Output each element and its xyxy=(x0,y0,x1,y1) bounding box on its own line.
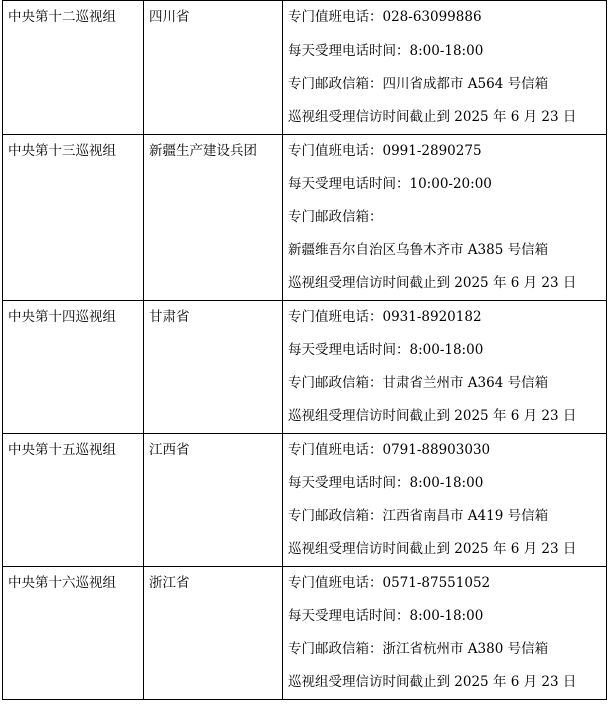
phone-hours: 每天受理电话时间：8:00-18:00 xyxy=(288,43,484,59)
duty-phone: 专门值班电话：028-63099886 xyxy=(288,9,482,25)
group-name: 中央第十二巡视组 xyxy=(8,9,116,25)
postal-mailbox: 专门邮政信箱：四川省成都市 A564 号信箱 xyxy=(288,76,549,92)
table-row xyxy=(3,1,607,135)
deadline-note: 巡视组受理信访时间截止到 2025 年 6 月 23 日 xyxy=(288,408,577,424)
group-name: 中央第十五巡视组 xyxy=(8,442,116,458)
table-row xyxy=(3,434,607,567)
table-row xyxy=(3,567,607,700)
group-name: 中央第十四巡视组 xyxy=(8,309,116,325)
group-name-cell xyxy=(3,434,144,567)
deadline-note: 巡视组受理信访时间截止到 2025 年 6 月 23 日 xyxy=(288,674,577,690)
region-cell xyxy=(144,1,283,135)
postal-mailbox: 专门邮政信箱：浙江省杭州市 A380 号信箱 xyxy=(288,641,549,657)
phone-hours: 每天受理电话时间：8:00-18:00 xyxy=(288,342,484,358)
group-name-cell xyxy=(3,567,144,700)
duty-phone: 专门值班电话：0931-8920182 xyxy=(288,309,482,325)
duty-phone: 专门值班电话：0991-2890275 xyxy=(288,143,482,159)
contact-info-cell xyxy=(283,301,607,434)
postal-mailbox: 专门邮政信箱：江西省南昌市 A419 号信箱 xyxy=(288,508,549,524)
region-cell xyxy=(144,301,283,434)
region-name: 浙江省 xyxy=(149,575,190,591)
phone-hours: 每天受理电话时间：8:00-18:00 xyxy=(288,475,484,491)
table-row xyxy=(3,135,607,301)
duty-phone: 专门值班电话：0791-88903030 xyxy=(288,442,491,458)
group-name-cell xyxy=(3,301,144,434)
region-name: 江西省 xyxy=(149,442,190,458)
region-cell xyxy=(144,135,283,301)
contact-info-cell xyxy=(283,567,607,700)
table-row xyxy=(3,301,607,434)
group-name: 中央第十三巡视组 xyxy=(8,143,116,159)
postal-mailbox: 新疆维吾尔自治区乌鲁木齐市 A385 号信箱 xyxy=(288,242,549,258)
phone-hours: 每天受理电话时间：8:00-18:00 xyxy=(288,608,484,624)
phone-hours: 每天受理电话时间：10:00-20:00 xyxy=(288,176,492,192)
inspection-groups-table xyxy=(2,0,607,700)
deadline-note: 巡视组受理信访时间截止到 2025 年 6 月 23 日 xyxy=(288,275,577,291)
group-name: 中央第十六巡视组 xyxy=(8,575,116,591)
region-cell xyxy=(144,567,283,700)
group-name-cell xyxy=(3,135,144,301)
deadline-note: 巡视组受理信访时间截止到 2025 年 6 月 23 日 xyxy=(288,541,577,557)
contact-info-cell xyxy=(283,1,607,135)
duty-phone: 专门值班电话：0571-87551052 xyxy=(288,575,491,591)
contact-info-cell xyxy=(283,434,607,567)
deadline-note: 巡视组受理信访时间截止到 2025 年 6 月 23 日 xyxy=(288,109,577,125)
region-cell xyxy=(144,434,283,567)
region-name: 新疆生产建设兵团 xyxy=(149,143,257,159)
postal-mailbox: 专门邮政信箱：甘肃省兰州市 A364 号信箱 xyxy=(288,375,549,391)
region-name: 甘肃省 xyxy=(149,309,190,325)
postal-mailbox-label: 专门邮政信箱： xyxy=(288,209,383,225)
contact-info-cell xyxy=(283,135,607,301)
group-name-cell xyxy=(3,1,144,135)
region-name: 四川省 xyxy=(149,9,190,25)
